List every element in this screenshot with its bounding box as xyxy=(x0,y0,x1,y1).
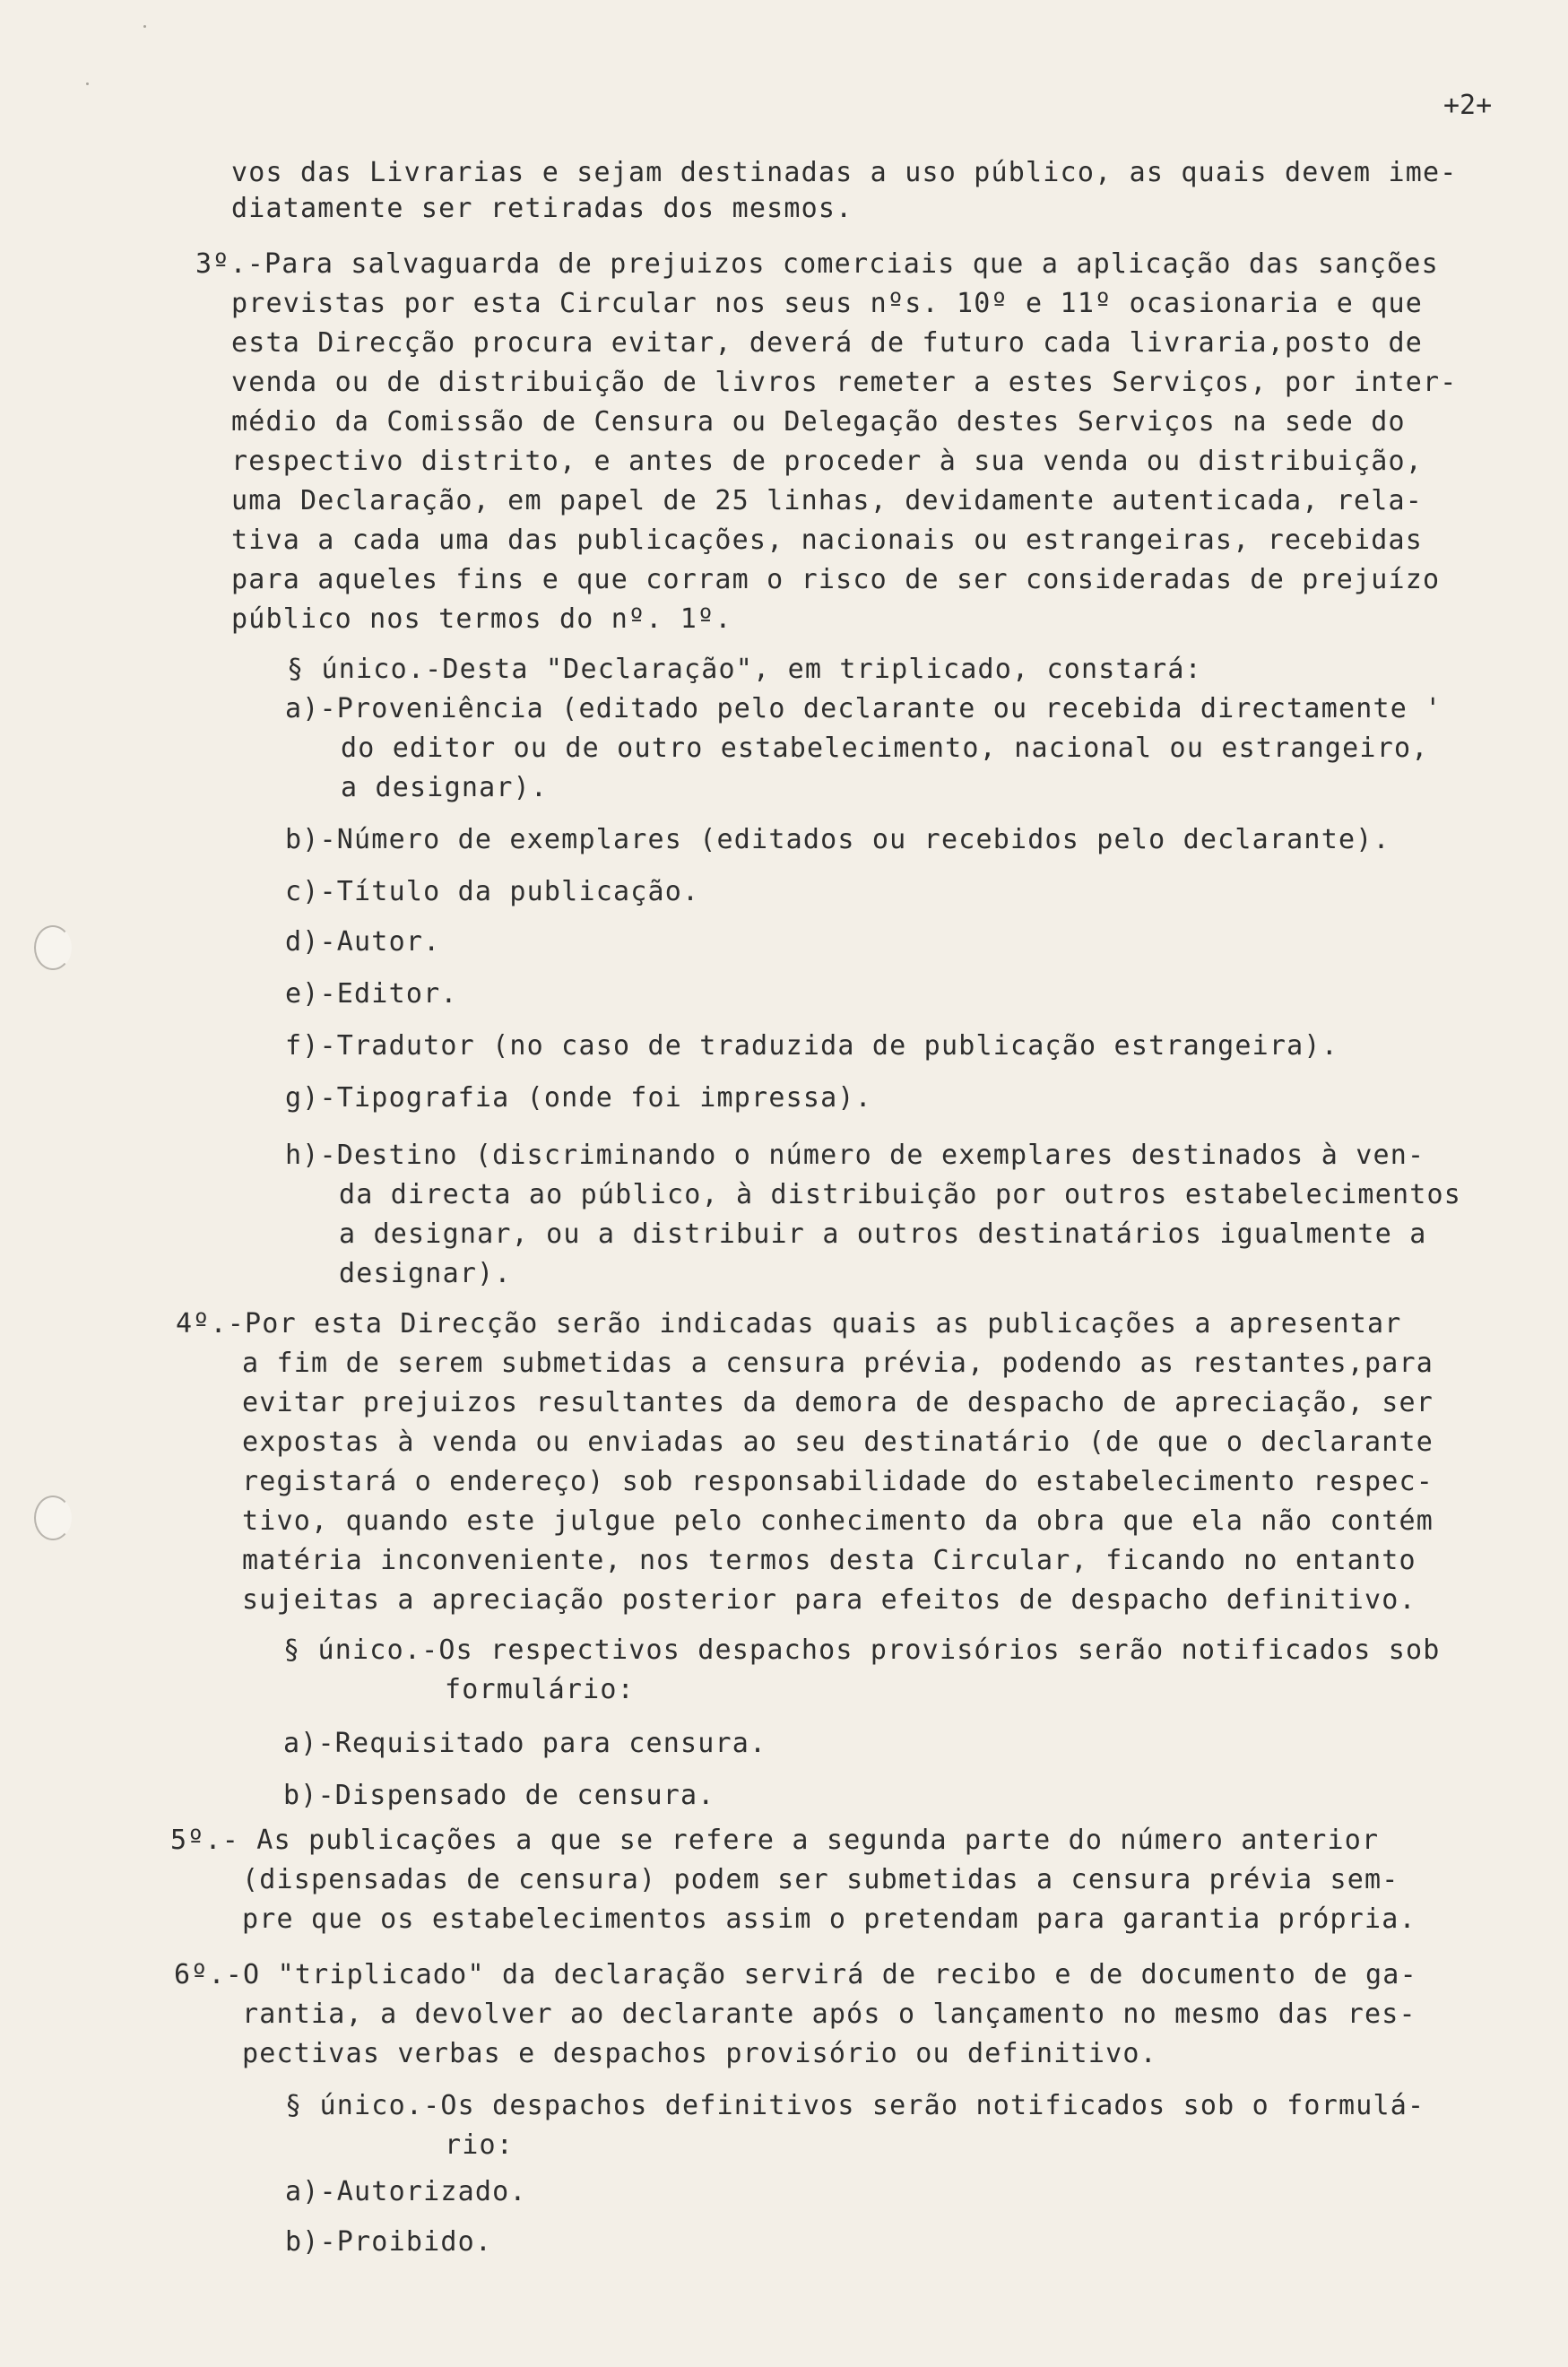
paper-speck xyxy=(143,25,146,28)
text-line: esta Direcção procura evitar, deverá de futuro cada livraria,posto de xyxy=(231,327,1424,359)
text-line: h)-Destino (discriminando o número de exemplares destinados à ven- xyxy=(285,1140,1425,1171)
text-line: § único.-Desta "Declaração", em triplicado, constará: xyxy=(287,654,1202,685)
text-line: g)-Tipografia (onde foi impressa). xyxy=(285,1082,872,1114)
paper-speck xyxy=(86,82,89,85)
text-line: b)-Número de exemplares (editados ou recebidos pelo declarante). xyxy=(285,824,1390,855)
text-line: diatamente ser retiradas dos mesmos. xyxy=(231,193,853,224)
text-line: previstas por esta Circular nos seus nºs. 10º e 11º ocasionaria e que xyxy=(231,288,1424,319)
text-line: a)-Autorizado. xyxy=(285,2176,527,2207)
text-line: c)-Título da publicação. xyxy=(285,876,700,907)
text-line: pectivas verbas e despachos provisório ou definitivo. xyxy=(242,2038,1157,2069)
text-line: b)-Proibido. xyxy=(285,2226,493,2258)
text-line: sujeitas a apreciação posterior para efeitos de despacho definitivo. xyxy=(242,1584,1416,1616)
text-line: da directa ao público, à distribuição por outros estabelecimentos xyxy=(339,1179,1461,1210)
text-line: 6º.-O "triplicado" da declaração servirá de recibo e de documento de ga- xyxy=(174,1959,1417,1990)
text-line: registará o endereço) sob responsabilidade do estabelecimento respec- xyxy=(242,1466,1434,1497)
text-line: expostas à venda ou enviadas ao seu destinatário (de que o declarante xyxy=(242,1426,1434,1458)
text-line: rantia, a devolver ao declarante após o lançamento no mesmo das res- xyxy=(242,1999,1416,2030)
text-line: matéria inconveniente, nos termos desta Circular, ficando no entanto xyxy=(242,1545,1416,1576)
text-line: respectivo distrito, e antes de proceder à sua venda ou distribuição, xyxy=(231,446,1424,477)
text-line: rio: xyxy=(445,2129,515,2161)
text-line: para aqueles fins e que corram o risco de ser consideradas de prejuízo xyxy=(231,564,1441,595)
text-line: público nos termos do nº. 1º. xyxy=(231,603,732,635)
punch-hole xyxy=(34,1496,72,1540)
text-line: do editor ou de outro estabelecimento, nacional ou estrangeiro, xyxy=(341,733,1429,764)
text-line: venda ou de distribuição de livros remeter a estes Serviços, por inter- xyxy=(231,367,1458,398)
text-line: a)-Proveniência (editado pelo declarante ou recebida directamente ' xyxy=(285,693,1442,724)
text-line: (dispensadas de censura) podem ser submetidas a censura prévia sem- xyxy=(242,1864,1399,1895)
text-line: 5º.- As publicações a que se refere a segunda parte do número anterior xyxy=(170,1825,1380,1856)
text-line: a fim de serem submetidas a censura prévia, podendo as restantes,para xyxy=(242,1348,1434,1379)
text-line: 4º.-Por esta Direcção serão indicadas quais as publicações a apresentar xyxy=(176,1308,1402,1340)
text-line: b)-Dispensado de censura. xyxy=(283,1780,715,1811)
text-line: pre que os estabelecimentos assim o pretendam para garantia própria. xyxy=(242,1903,1416,1935)
text-line: vos das Livrarias e sejam destinadas a uso público, as quais devem ime- xyxy=(231,157,1458,188)
text-line: designar). xyxy=(339,1258,512,1289)
text-line: evitar prejuizos resultantes da demora de despacho de apreciação, ser xyxy=(242,1387,1434,1418)
text-line: uma Declaração, em papel de 25 linhas, devidamente autenticada, rela- xyxy=(231,485,1424,516)
text-line: d)-Autor. xyxy=(285,926,441,958)
punch-hole xyxy=(34,925,72,970)
text-line: e)-Editor. xyxy=(285,978,458,1010)
text-line: médio da Comissão de Censura ou Delegação destes Serviços na sede do xyxy=(231,406,1406,438)
text-line: § único.-Os despachos definitivos serão notificados sob o formulá- xyxy=(285,2090,1425,2121)
text-line: § único.-Os respectivos despachos provisórios serão notificados sob xyxy=(283,1634,1441,1666)
text-line: formulário: xyxy=(445,1674,635,1705)
page-number: +2+ xyxy=(1443,90,1493,121)
text-line: a designar). xyxy=(341,772,549,803)
text-line: 3º.-Para salvaguarda de prejuizos comerciais que a aplicação das sanções xyxy=(195,248,1439,280)
text-line: tivo, quando este julgue pelo conhecimento da obra que ela não contém xyxy=(242,1505,1434,1537)
text-line: a designar, ou a distribuir a outros destinatários igualmente a xyxy=(339,1218,1427,1250)
text-line: a)-Requisitado para censura. xyxy=(283,1728,767,1759)
text-line: f)-Tradutor (no caso de traduzida de publicação estrangeira). xyxy=(285,1030,1338,1062)
text-line: tiva a cada uma das publicações, nacionais ou estrangeiras, recebidas xyxy=(231,525,1424,556)
